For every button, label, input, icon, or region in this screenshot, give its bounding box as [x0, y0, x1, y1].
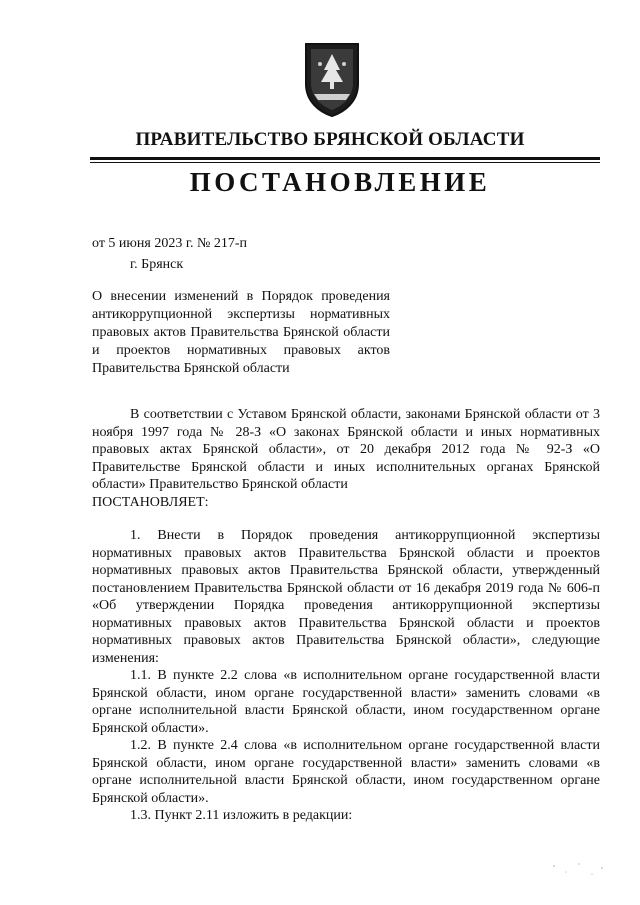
header-rule-thick: [90, 157, 600, 160]
header-rule-thin: [90, 162, 600, 163]
document-city: г. Брянск: [130, 257, 184, 272]
scan-noise: [548, 858, 608, 880]
document-subject: О внесении изменений в Порядок проведения антикоррупционной экспертизы нормативных правовых актов Правительства Брянской области и проектов нормативных правовых актов Правительства Брянской области: [92, 289, 390, 376]
preamble-paragraph: В соответствии с Уставом Брянской области, законами Брянской области от 3 ноября 1997 года № 28-З «О законах Брянской области и иных нормативных правовых актах Брянской области», от 20 декабря 2012 года № 92-З «О Правительстве Брянской области и иных исполнительных органах Брянской области» Правительство Брянской области: [92, 407, 600, 492]
item-1-2: 1.2. В пункте 2.4 слова «в исполнительном органе государственной власти Брянской области, ином органе государственной власти» заменить словами «в органе исполнительной власти Брянской области, ином государственном органе Брянской области».: [92, 738, 600, 806]
decree-word: ПОСТАНОВЛЯЕТ:: [92, 494, 209, 510]
document-date-number: от 5 июня 2023 г. № 217-п: [92, 236, 247, 251]
item-1: 1. Внести в Порядок проведения антикоррупционной экспертизы нормативных правовых актов Правительства Брянской области и проектов нормативных правовых актов Правительства Брянской области, утвержденный постановлением Правительства Брянской области от 16 декабря 2019 года № 606-п «Об утверждении Порядка проведения антикоррупционной экспертизы нормативных правовых актов Правительства Брянской области и проектов нормативных правовых актов Правительства Брянской области», следующие изменения:: [92, 528, 600, 666]
coat-of-arms-icon: [300, 40, 364, 118]
document-type: ПОСТАНОВЛЕНИЕ: [189, 167, 491, 197]
document-body: [92, 406, 600, 825]
item-1-3: 1.3. Пункт 2.11 изложить в редакции:: [130, 808, 353, 823]
government-title: ПРАВИТЕЛЬСТВО БРЯНСКОЙ ОБЛАСТИ: [135, 129, 525, 150]
item-1-1: 1.1. В пункте 2.2 слова «в исполнительном органе государственной власти Брянской области, ином органе государственной власти» заменить словами «в органе исполнительной власти Брянской области, ином государственном органе Брянской области».: [92, 668, 600, 736]
